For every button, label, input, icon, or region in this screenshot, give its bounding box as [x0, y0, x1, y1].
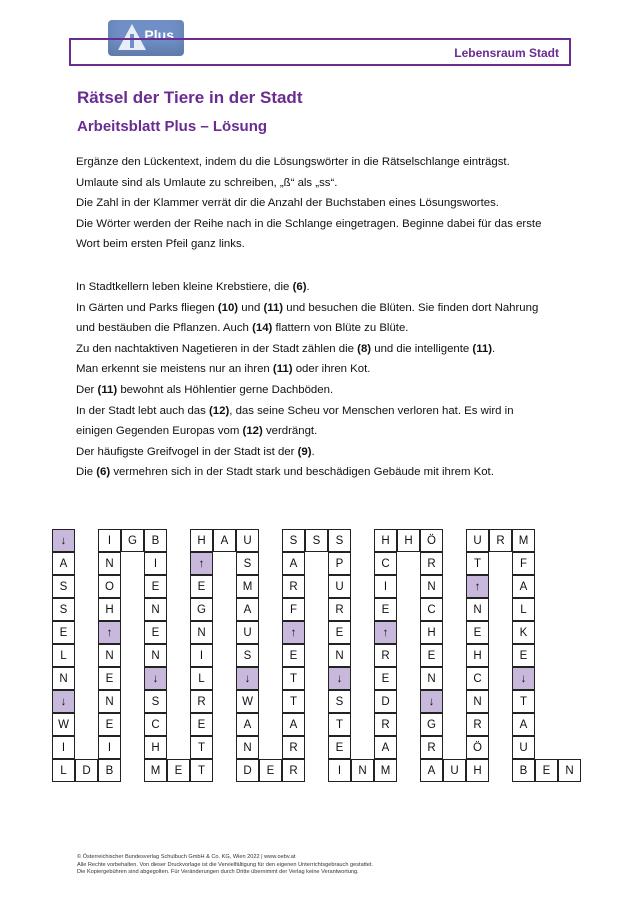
puzzle-cell: C — [420, 598, 443, 621]
puzzle-cell: R — [420, 736, 443, 759]
puzzle-cell: H — [420, 621, 443, 644]
puzzle-cell: H — [190, 529, 213, 552]
puzzle-cell: N — [351, 759, 374, 782]
puzzle-cell: E — [535, 759, 558, 782]
puzzle-cell: M — [236, 575, 259, 598]
puzzle-cell: M — [512, 529, 535, 552]
puzzle-cell: N — [466, 598, 489, 621]
clue-text: In Gärten und Parks fliegen — [76, 301, 218, 314]
arrow-up-icon: ↑ — [98, 621, 121, 644]
puzzle-cell: D — [75, 759, 98, 782]
puzzle-cell: O — [98, 575, 121, 598]
puzzle-cell: S — [52, 575, 75, 598]
puzzle-cell: R — [282, 759, 305, 782]
puzzle-cell: I — [98, 736, 121, 759]
letter-count: (11) — [263, 301, 284, 314]
puzzle-cell: E — [512, 644, 535, 667]
puzzle-cell: H — [397, 529, 420, 552]
letter-count: (6) — [292, 281, 307, 293]
puzzle-cell: R — [466, 713, 489, 736]
puzzle-cell: H — [466, 644, 489, 667]
puzzle-cell: A — [282, 713, 305, 736]
page-title: Rätsel der Tiere in der Stadt — [77, 88, 303, 107]
puzzle-cell: E — [190, 713, 213, 736]
footer-line: Alle Rechte vorbehalten. Von dieser Druckvorlage ist die Vervielfältigung für den eigenen Unterrichtsgebrauch gestattet. — [77, 861, 374, 868]
instruction-line: Die Zahl in der Klammer verrät dir die Anzahl der Buchstaben eines Lösungswortes. — [76, 197, 499, 210]
letter-count: (10) — [217, 301, 239, 314]
clue-text: und — [238, 301, 264, 314]
clue-text: Die — [76, 466, 97, 479]
clue-text: vermehren sich in der Stadt stark und beschädigen Gebäude mit ihrem Kot. — [110, 466, 494, 479]
puzzle-cell: E — [144, 575, 167, 598]
puzzle-cell: K — [512, 621, 535, 644]
arrow-down-icon: ↓ — [328, 667, 351, 690]
arrow-down-icon: ↓ — [52, 529, 75, 552]
puzzle-cell: N — [98, 690, 121, 713]
puzzle-cell: C — [374, 552, 397, 575]
puzzle-cell: F — [512, 552, 535, 575]
letter-count: (11) — [272, 363, 293, 376]
puzzle-cell: N — [328, 644, 351, 667]
puzzle-cell: T — [190, 759, 213, 782]
puzzle-cell: W — [236, 690, 259, 713]
puzzle-cell: M — [374, 759, 397, 782]
puzzle-cell: N — [466, 690, 489, 713]
puzzle-cell: Ö — [420, 529, 443, 552]
puzzle-cell: R — [489, 529, 512, 552]
puzzle-cell: S — [52, 598, 75, 621]
puzzle-cell: P — [328, 552, 351, 575]
puzzle-cell: B — [144, 529, 167, 552]
puzzle-cell: A — [374, 736, 397, 759]
letter-count: (11) — [472, 342, 493, 355]
puzzle-cell: E — [144, 621, 167, 644]
puzzle-cell: E — [374, 598, 397, 621]
clue-text: , das seine Scheu vor Menschen verloren hat. Es wird in — [229, 404, 514, 417]
clue-text: und bestäuben die Pflanzen. Auch — [76, 322, 253, 335]
puzzle-cell: I — [328, 759, 351, 782]
letter-count: (8) — [357, 342, 372, 355]
puzzle-cell: R — [374, 713, 397, 736]
puzzle-cell: C — [144, 713, 167, 736]
clue-text: bewohnt als Höhlentier gerne Dachböden. — [117, 383, 334, 396]
clue-text: flattern von Blüte zu Blüte. — [272, 322, 409, 335]
arrow-up-icon: ↑ — [282, 621, 305, 644]
puzzle-cell: M — [144, 759, 167, 782]
puzzle-cell: L — [52, 759, 75, 782]
puzzle-cell: A — [52, 552, 75, 575]
puzzle-cell: S — [282, 529, 305, 552]
puzzle-cell: T — [328, 713, 351, 736]
puzzle-cell: S — [144, 690, 167, 713]
letter-count: (6) — [96, 466, 111, 479]
puzzle-cell: S — [328, 690, 351, 713]
clue-text: oder ihren Kot. — [292, 363, 371, 376]
arrow-down-icon: ↓ — [420, 690, 443, 713]
puzzle-cell: U — [236, 621, 259, 644]
puzzle-cell: N — [144, 598, 167, 621]
puzzle-cell: A — [282, 552, 305, 575]
puzzle-cell: H — [144, 736, 167, 759]
puzzle-cell: L — [52, 644, 75, 667]
puzzle-cell: R — [282, 736, 305, 759]
letter-count: (9) — [297, 445, 312, 458]
instruction-line: Umlaute sind als Umlaute zu schreiben, „ß“ als „ss“. — [76, 176, 338, 189]
clue-text: Man erkennt sie meistens nur an ihren — [76, 363, 273, 376]
puzzle-cell: R — [420, 552, 443, 575]
puzzle-cell: A — [236, 598, 259, 621]
footer-line: Die Kopiergebühren sind abgegolten. Für Veränderungen durch Dritte übernimmt der Verlag keine Verantwortung. — [77, 869, 359, 876]
puzzle-cell: E — [374, 667, 397, 690]
puzzle-cell: W — [52, 713, 75, 736]
puzzle-cell: A — [213, 529, 236, 552]
instruction-line: Wort beim ersten Pfeil ganz links. — [76, 238, 245, 251]
puzzle-cell: E — [52, 621, 75, 644]
instruction-line: Ergänze den Lückentext, indem du die Lösungswörter in die Rätselschlange einträgst. — [76, 156, 510, 168]
puzzle-cell: T — [282, 667, 305, 690]
arrow-down-icon: ↓ — [236, 667, 259, 690]
puzzle-cell: N — [190, 621, 213, 644]
arrow-up-icon: ↑ — [466, 575, 489, 598]
puzzle-cell: E — [282, 644, 305, 667]
clue-text: In der Stadt lebt auch das — [76, 404, 209, 417]
puzzle-cell: S — [328, 529, 351, 552]
puzzle-cell: R — [190, 690, 213, 713]
arrow-up-icon: ↑ — [190, 552, 213, 575]
puzzle-cell: U — [328, 575, 351, 598]
puzzle-cell: I — [98, 529, 121, 552]
puzzle-cell: S — [305, 529, 328, 552]
puzzle-cell: I — [374, 575, 397, 598]
clue-text: In Stadtkellern leben kleine Krebstiere, die — [76, 281, 293, 293]
clue-text: und besuchen die Blüten. Sie finden dort Nahrung — [283, 301, 539, 314]
puzzle-cell: E — [98, 667, 121, 690]
letter-count: (12) — [208, 404, 230, 417]
puzzle-cell: G — [190, 598, 213, 621]
clue-text: . — [311, 445, 315, 458]
puzzle-cell: D — [236, 759, 259, 782]
puzzle-cell: N — [420, 575, 443, 598]
puzzle-cell: N — [420, 667, 443, 690]
puzzle-cell: L — [190, 667, 213, 690]
arrow-down-icon: ↓ — [144, 667, 167, 690]
clue-text: . — [306, 281, 310, 293]
puzzle-cell: T — [512, 690, 535, 713]
puzzle-cell: N — [236, 736, 259, 759]
section-label: Lebensraum Stadt — [454, 46, 559, 60]
puzzle-cell: A — [236, 713, 259, 736]
puzzle-cell: R — [328, 598, 351, 621]
puzzle-cell: S — [236, 552, 259, 575]
puzzle-cell: B — [512, 759, 535, 782]
puzzle-cell: I — [52, 736, 75, 759]
puzzle-cell: N — [558, 759, 581, 782]
footer-line: © Österreichischer Bundesverlag Schulbuch GmbH & Co. KG, Wien 2022 | www.oebv.at — [77, 854, 296, 860]
puzzle-cell: E — [167, 759, 190, 782]
clue-text: . — [492, 342, 496, 355]
arrow-up-icon: ↑ — [374, 621, 397, 644]
logo-text: Plus — [144, 27, 174, 43]
puzzle-cell: I — [144, 552, 167, 575]
puzzle-cell: H — [98, 598, 121, 621]
footer — [77, 854, 373, 877]
puzzle-cell: F — [282, 598, 305, 621]
instruction-line: Die Wörter werden der Reihe nach in die Schlange eingetragen. Beginne dabei für das erste — [76, 217, 542, 230]
puzzle-cell: A — [420, 759, 443, 782]
puzzle-cell: U — [236, 529, 259, 552]
puzzle-cell: E — [328, 736, 351, 759]
letter-count: (12) — [242, 425, 263, 438]
puzzle-cell: E — [190, 575, 213, 598]
puzzle-cell: B — [98, 759, 121, 782]
puzzle-cell: E — [328, 621, 351, 644]
puzzle-cell: N — [144, 644, 167, 667]
puzzle-cell: T — [282, 690, 305, 713]
puzzle-cell: N — [98, 644, 121, 667]
puzzle-cell: D — [374, 690, 397, 713]
letter-count: (14) — [252, 322, 273, 335]
puzzle-cell: Ö — [466, 736, 489, 759]
puzzle-cell: I — [190, 644, 213, 667]
puzzle-cell: E — [420, 644, 443, 667]
clue-text: einigen Gegenden Europas vom — [76, 425, 243, 438]
letter-count: (11) — [97, 383, 118, 396]
arrow-down-icon: ↓ — [52, 690, 75, 713]
puzzle-cell: N — [98, 552, 121, 575]
puzzle-cell: U — [512, 736, 535, 759]
puzzle-cell: G — [420, 713, 443, 736]
puzzle-cell: E — [466, 621, 489, 644]
puzzle-cell: U — [466, 529, 489, 552]
puzzle-cell: G — [121, 529, 144, 552]
puzzle-cell: R — [282, 575, 305, 598]
puzzle-cell: T — [190, 736, 213, 759]
arrow-down-icon: ↓ — [512, 667, 535, 690]
puzzle-cell: A — [512, 713, 535, 736]
puzzle-cell: H — [466, 759, 489, 782]
puzzle-cell: E — [259, 759, 282, 782]
clue-text: Zu den nachtaktiven Nagetieren in der Stadt zählen die — [76, 342, 358, 355]
clue-text: Der häufigste Greifvogel in der Stadt ist der — [76, 445, 298, 458]
puzzle-cell: S — [236, 644, 259, 667]
puzzle-cell: U — [443, 759, 466, 782]
puzzle-cell: L — [512, 598, 535, 621]
clue-text: Der — [76, 383, 98, 396]
puzzle-cell: R — [374, 644, 397, 667]
puzzle-cell: C — [466, 667, 489, 690]
puzzle-cell: A — [512, 575, 535, 598]
puzzle-cell: E — [98, 713, 121, 736]
clue-text: und die intelligente — [371, 342, 473, 355]
clue-text: verdrängt. — [262, 425, 318, 438]
puzzle-cell: N — [52, 667, 75, 690]
puzzle-cell: H — [374, 529, 397, 552]
puzzle-cell: T — [466, 552, 489, 575]
page-subtitle: Arbeitsblatt Plus – Lösung — [77, 118, 268, 135]
